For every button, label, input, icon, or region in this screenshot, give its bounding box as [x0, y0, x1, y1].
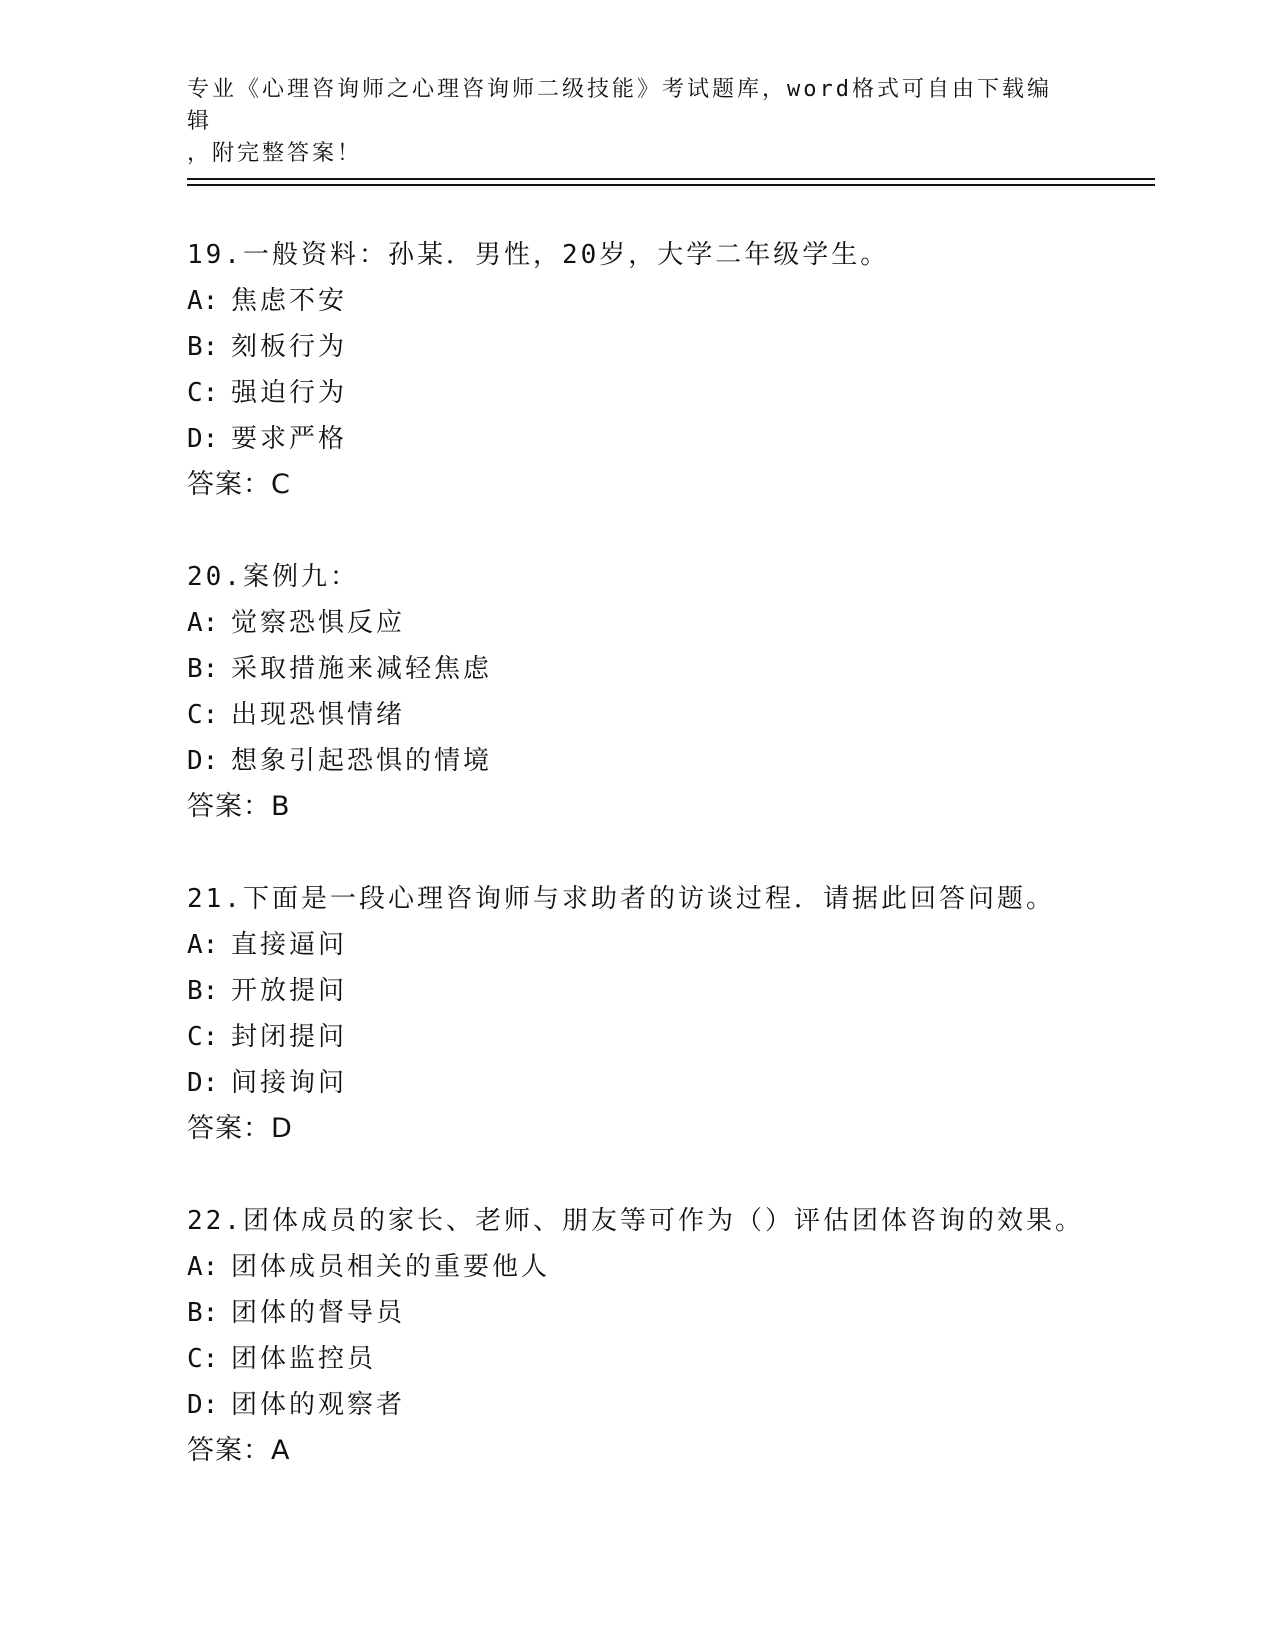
option-c	[187, 1014, 1147, 1060]
option-text: 刻板行为	[231, 332, 348, 362]
option-key: A:	[187, 608, 219, 638]
option-text: 团体的观察者	[231, 1390, 406, 1420]
option-a	[187, 922, 1147, 968]
option-text: 团体监控员	[231, 1344, 377, 1374]
option-key: D:	[187, 1068, 219, 1098]
option-b	[187, 646, 1147, 692]
question-stem: 21.下面是一段心理咨询师与求助者的访谈过程．请据此回答问题。	[187, 884, 1055, 914]
option-key: A:	[187, 930, 219, 960]
option-key: D:	[187, 1390, 219, 1420]
question-stem: 20.案例九：	[187, 562, 359, 592]
option-key: C:	[187, 1022, 219, 1052]
option-a	[187, 278, 1147, 324]
header-divider-top	[187, 178, 1155, 180]
option-text: 间接询问	[231, 1068, 348, 1098]
answer-line: 答案：A	[187, 1435, 291, 1466]
question-stem: 22.团体成员的家长、老师、朋友等可作为（）评估团体咨询的效果。	[187, 1206, 1084, 1236]
option-a	[187, 600, 1147, 646]
option-text: 团体成员相关的重要他人	[231, 1252, 551, 1282]
option-c	[187, 1336, 1147, 1382]
document-header	[187, 74, 1067, 170]
option-key: B:	[187, 976, 219, 1006]
option-key: C:	[187, 1344, 219, 1374]
option-text: 焦虑不安	[231, 286, 348, 316]
question-21	[187, 876, 1147, 1198]
option-d	[187, 416, 1147, 462]
option-key: A:	[187, 1252, 219, 1282]
option-a	[187, 1244, 1147, 1290]
answer-line: 答案：D	[187, 1113, 293, 1144]
option-d	[187, 738, 1147, 784]
header-divider-bottom	[187, 184, 1155, 186]
option-text: 封闭提问	[231, 1022, 348, 1052]
option-text: 想象引起恐惧的情境	[231, 746, 493, 776]
option-key: B:	[187, 1298, 219, 1328]
question-19	[187, 232, 1147, 554]
option-text: 出现恐惧情绪	[231, 700, 406, 730]
option-key: D:	[187, 746, 219, 776]
option-b	[187, 324, 1147, 370]
question-stem: 19.一般资料：孙某．男性，20岁，大学二年级学生。	[187, 240, 890, 270]
option-c	[187, 370, 1147, 416]
option-text: 强迫行为	[231, 378, 348, 408]
option-text: 开放提问	[231, 976, 348, 1006]
option-text: 觉察恐惧反应	[231, 608, 406, 638]
option-text: 采取措施来减轻焦虑	[231, 654, 493, 684]
option-key: B:	[187, 654, 219, 684]
option-text: 团体的督导员	[231, 1298, 406, 1328]
option-text: 直接逼问	[231, 930, 348, 960]
answer-line: 答案：B	[187, 791, 291, 822]
option-key: C:	[187, 700, 219, 730]
option-d	[187, 1060, 1147, 1106]
option-key: B:	[187, 332, 219, 362]
question-list	[187, 232, 1147, 1520]
question-20	[187, 554, 1147, 876]
option-text: 要求严格	[231, 424, 348, 454]
option-c	[187, 692, 1147, 738]
header-line-2: ，附完整答案！	[187, 141, 363, 166]
option-d	[187, 1382, 1147, 1428]
question-22	[187, 1198, 1147, 1520]
answer-line: 答案：C	[187, 469, 291, 500]
option-key: C:	[187, 378, 219, 408]
option-b	[187, 968, 1147, 1014]
option-key: A:	[187, 286, 219, 316]
option-key: D:	[187, 424, 219, 454]
option-b	[187, 1290, 1147, 1336]
header-line-1: 专业《心理咨询师之心理咨询师二级技能》考试题库，word格式可自由下载编辑	[187, 77, 1052, 134]
